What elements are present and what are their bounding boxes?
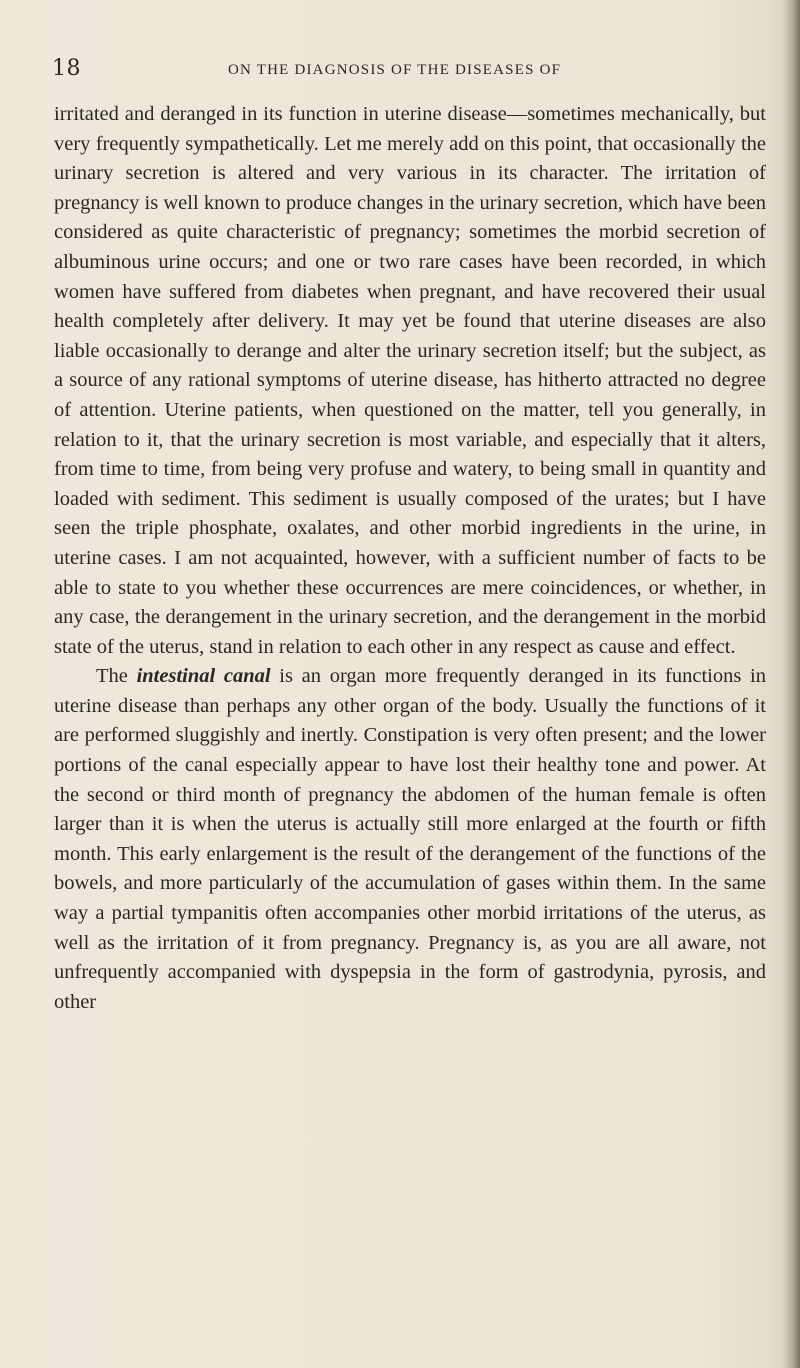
paragraph-2: [54, 662, 766, 1017]
running-head: ON THE DIAGNOSIS OF THE DISEASES OF: [228, 62, 562, 78]
paragraph-2-lead: The: [96, 665, 128, 688]
page-number: 18: [52, 56, 81, 81]
page-edge-shadow: [782, 0, 800, 1368]
paragraph-1: irritated and deranged in its function in uterine disease—sometimes mechanically, but very frequently sympathetically. Let me merely add on this point, that occasionally the urinary secretion is altered and very various in its character. The irritation of pregnancy is well known to produce changes in the urinary secretion, which have been considered as quite characteristic of pregnancy; sometimes the morbid secretion of albuminous urine occurs; and one or two rare cases have been recorded, in which women have suffered from diabetes when pregnant, and have recovered their usual health completely after delivery. It may yet be found that uterine diseases are also liable occasionally to derange and alter the urinary secretion itself; but the subject, as a source of any rational symptoms of uterine disease, has hitherto attracted no degree of attention. Uterine patients, when questioned on the matter, tell you generally, in relation to it, that the urinary secretion is most variable, and especially that it alters, from time to time, from being very profuse and watery, to being small in quantity and loaded with sediment. This sediment is usually composed of the urates; but I have seen the triple phosphate, oxalates, and other morbid ingredients in the urine, in uterine cases. I am not acquainted, however, with a sufficient number of facts to be able to state to you whether these occurrences are mere coincidences, or whether, in any case, the derangement in the urinary secretion, and the derangement in the morbid state of the uterus, stand in relation to each other in any respect as cause and effect.: [54, 103, 766, 658]
paragraph-2-rest: is an organ more frequently deranged in its functions in uterine disease than perhaps any other organ of the body. Usually the functions of it are performed sluggishly and inertly. Constipation is very often present; and the lower portions of the canal especially appear to have lost their healthy tone and power. At the second or third month of pregnancy the abdomen of the human female is often larger than it is when the uterus is actually still more enlarged at the fourth or fifth month. This early enlargement is the result of the derangement of the functions of the bowels, and more particularly of the accumulation of gases within them. In the same way a partial tympanitis often accompanies other morbid irritations of the uterus, as well as the irritation of it from pregnancy. Pregnancy is, as you are all aware, not unfrequently accompanied with dyspepsia in the form of gastrodynia, pyrosis, and other: [54, 665, 766, 1013]
page-header: [0, 56, 800, 86]
paragraph-2-emphasis: intestinal canal: [136, 665, 271, 688]
body-text: [54, 100, 766, 1017]
